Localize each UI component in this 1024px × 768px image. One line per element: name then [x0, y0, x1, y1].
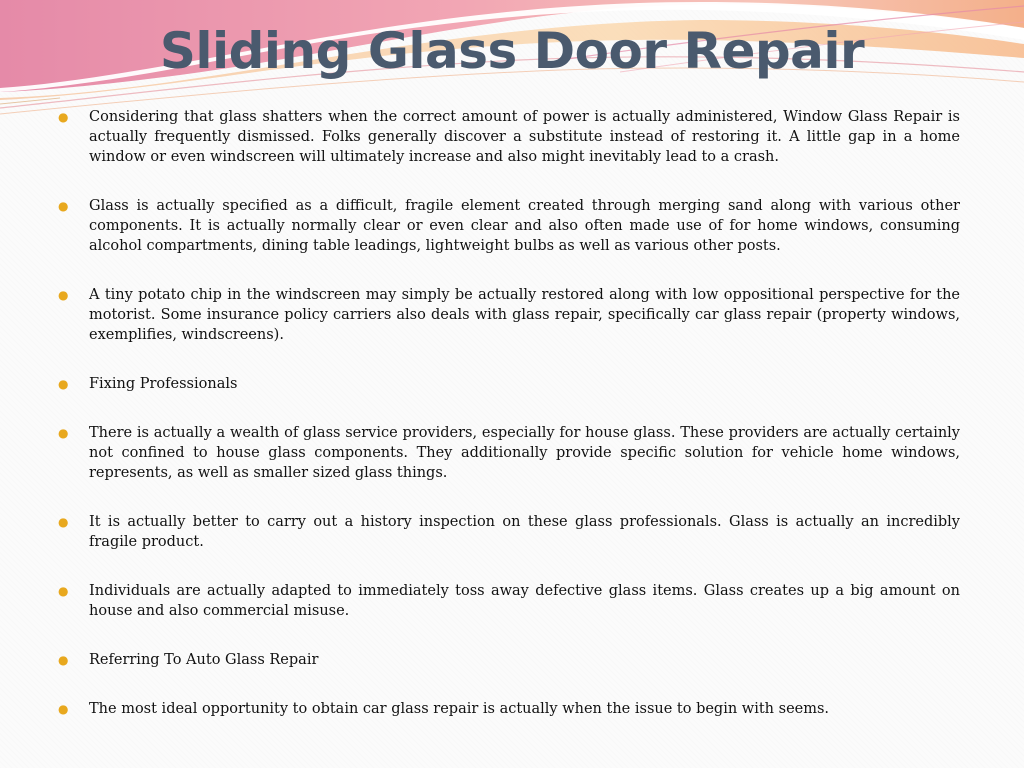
list-item: [58, 285, 960, 345]
bullet-dot-icon: ●: [58, 288, 69, 302]
list-item-text: Referring To Auto Glass Repair: [89, 652, 319, 668]
bullet-dot-icon: ●: [58, 377, 69, 391]
bullet-dot-icon: ●: [58, 653, 69, 667]
bullet-dot-icon: ●: [58, 584, 69, 598]
list-item: [58, 196, 960, 256]
bullet-list: [58, 107, 960, 719]
bullet-dot-icon: ●: [58, 515, 69, 529]
list-item-text: Individuals are actually adapted to immediately toss away defective glass items. Glass creates up a big amount on house and also commercial misuse.: [89, 583, 960, 619]
list-item: [58, 512, 960, 552]
list-item-text: A tiny potato chip in the windscreen may simply be actually restored along with low oppositional perspective for the motorist. Some insurance policy carriers also deals with glass repair, specifically car glass repair (property windows, exemplifies, windscreens).: [89, 287, 960, 343]
list-item-text: There is actually a wealth of glass service providers, especially for house glass. These providers are actually certainly not confined to house glass components. They additionally provide specific solution for vehicle home windows, represents, as well as smaller sized glass things.: [89, 425, 960, 481]
list-item-text: Glass is actually specified as a difficult, fragile element created through merging sand along with various other components. It is actually normally clear or even clear and also often made use of for home windows, consuming alcohol compartments, dining table leadings, lightweight bulbs as well as various other posts.: [89, 198, 960, 254]
list-item: [58, 581, 960, 621]
page-title: Sliding Glass Door Repair: [159, 22, 865, 80]
list-item-text: Considering that glass shatters when the correct amount of power is actually administered, Window Glass Repair is actually frequently dismissed. Folks generally discover a substitute instead of restoring it. A little gap in a home window or even windscreen will ultimately increase and also might inevitably lead to a crash.: [89, 109, 960, 165]
list-item-text: Fixing Professionals: [89, 376, 238, 392]
list-item: [58, 650, 960, 670]
list-item-text: It is actually better to carry out a history inspection on these glass professionals. Glass is actually an incredibly fragile product.: [89, 514, 960, 550]
bullet-dot-icon: ●: [58, 199, 69, 213]
list-item: [58, 374, 960, 394]
bullet-dot-icon: ●: [58, 426, 69, 440]
list-item: [58, 107, 960, 167]
list-item: [58, 423, 960, 483]
bullet-dot-icon: ●: [58, 110, 69, 124]
bullet-dot-icon: ●: [58, 702, 69, 716]
list-item: [58, 699, 960, 719]
list-item-text: The most ideal opportunity to obtain car glass repair is actually when the issue to begin with seems.: [89, 701, 830, 717]
